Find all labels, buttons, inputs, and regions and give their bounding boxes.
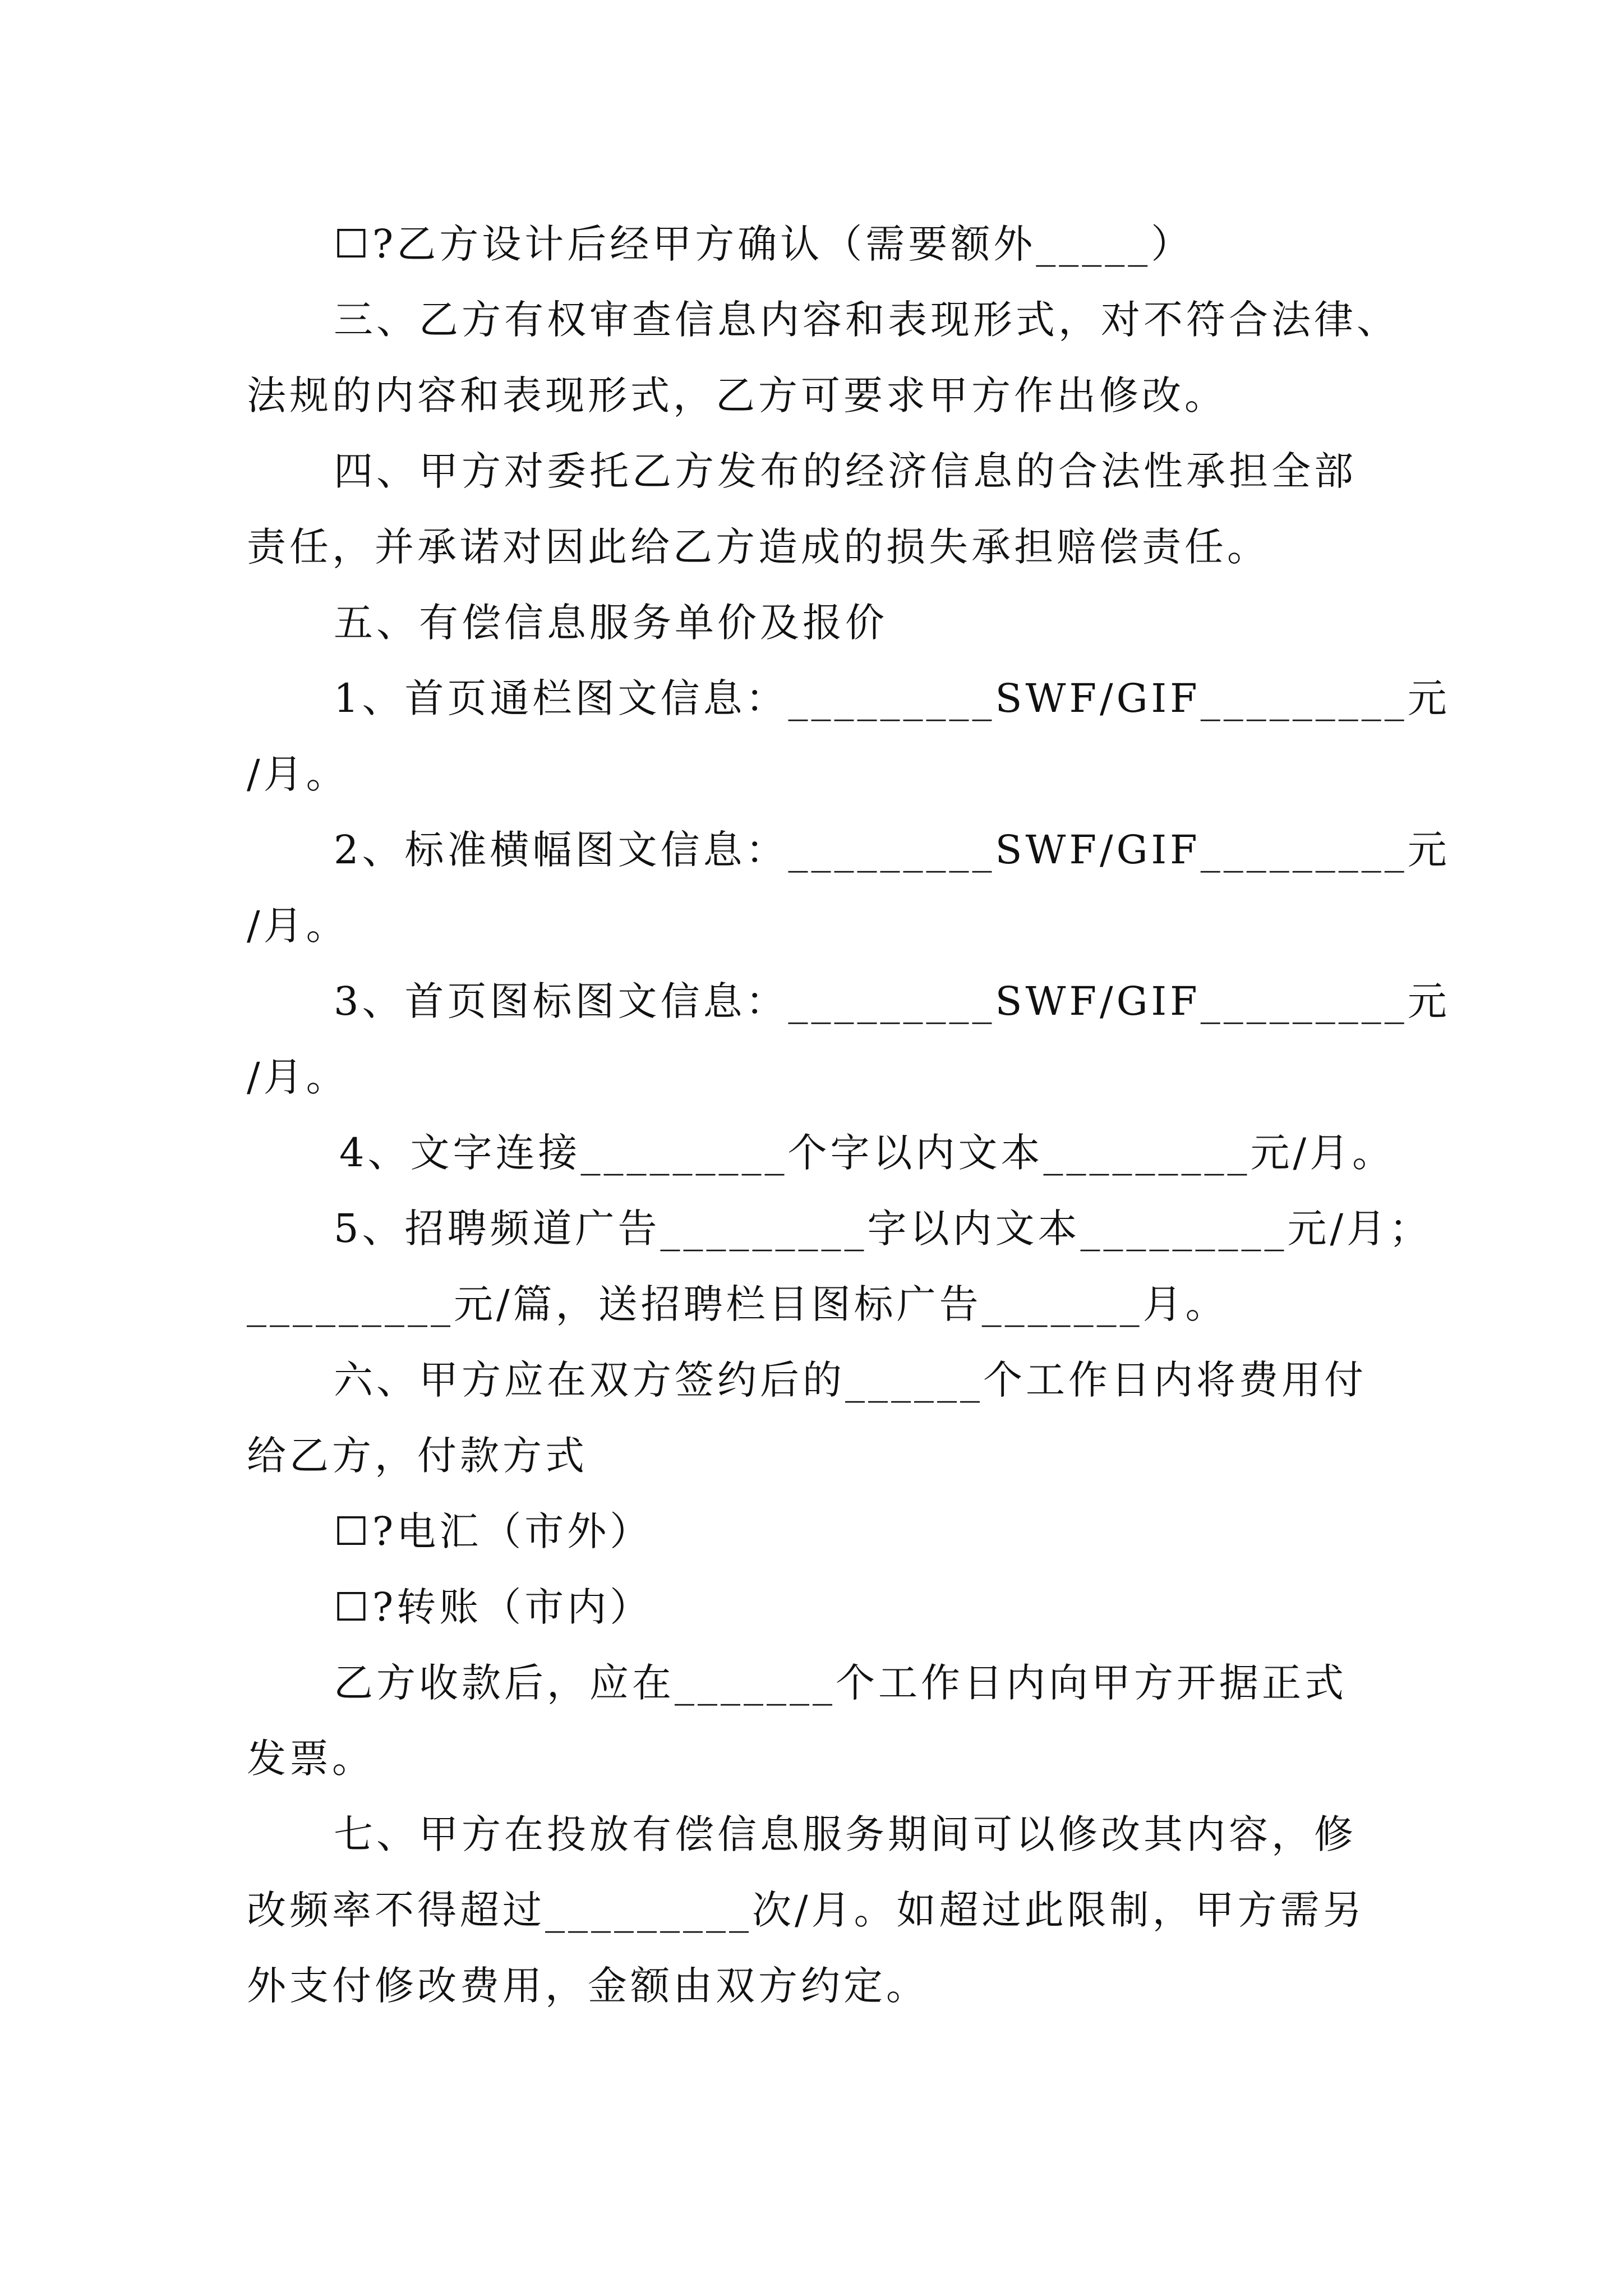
price-item-5-line-2: _________元/篇，送招聘栏目图标广告_______月。 xyxy=(247,1281,1228,1327)
payment-option-transfer: ☐?转账（市内） xyxy=(334,1584,653,1630)
price-item-3: 3、首页图标图文信息：_________SWF/GIF_________元 xyxy=(334,978,1450,1024)
clause-6-line-1: 六、甲方应在双方签约后的______个工作日内将费用付 xyxy=(334,1357,1367,1403)
price-item-2-unit: /月。 xyxy=(247,903,349,949)
clause-7-line-3: 外支付修改费用，金额由双方约定。 xyxy=(247,1963,929,2009)
clause-4-line-1: 四、甲方对委托乙方发布的经济信息的合法性承担全部 xyxy=(334,448,1357,494)
clause-5-heading: 五、有偿信息服务单价及报价 xyxy=(334,600,888,646)
price-item-4: 4、文字连接_________个字以内文本_________元/月。 xyxy=(339,1130,1395,1176)
clause-7-line-2: 改频率不得超过_________次/月。如超过此限制，甲方需另 xyxy=(247,1887,1366,1933)
invoice-line-1: 乙方收款后，应在_______个工作日内向甲方开据正式 xyxy=(334,1660,1347,1706)
clause-7-line-1: 七、甲方在投放有偿信息服务期间可以修改其内容，修 xyxy=(334,1811,1357,1857)
clause-6-line-2: 给乙方，付款方式 xyxy=(247,1433,588,1479)
clause-4-line-2: 责任，并承诺对因此给乙方造成的损失承担赔偿责任。 xyxy=(247,524,1270,570)
clause-3-line-1: 三、乙方有权审查信息内容和表现形式，对不符合法律、 xyxy=(334,297,1399,343)
invoice-line-2: 发票。 xyxy=(247,1736,375,1782)
option-design-confirm: ☐?乙方设计后经甲方确认（需要额外_____） xyxy=(334,221,1194,267)
price-item-5-line-1: 5、招聘频道广告_________字以内文本_________元/月； xyxy=(334,1205,1432,1251)
clause-3-line-2: 法规的内容和表现形式，乙方可要求甲方作出修改。 xyxy=(247,372,1227,418)
price-item-1: 1、首页通栏图文信息：_________SWF/GIF_________元 xyxy=(334,675,1450,721)
price-item-3-unit: /月。 xyxy=(247,1054,349,1100)
price-item-1-unit: /月。 xyxy=(247,751,349,797)
payment-option-wire: ☐?电汇（市外） xyxy=(334,1508,653,1554)
price-item-2: 2、标准横幅图文信息：_________SWF/GIF_________元 xyxy=(334,827,1450,873)
